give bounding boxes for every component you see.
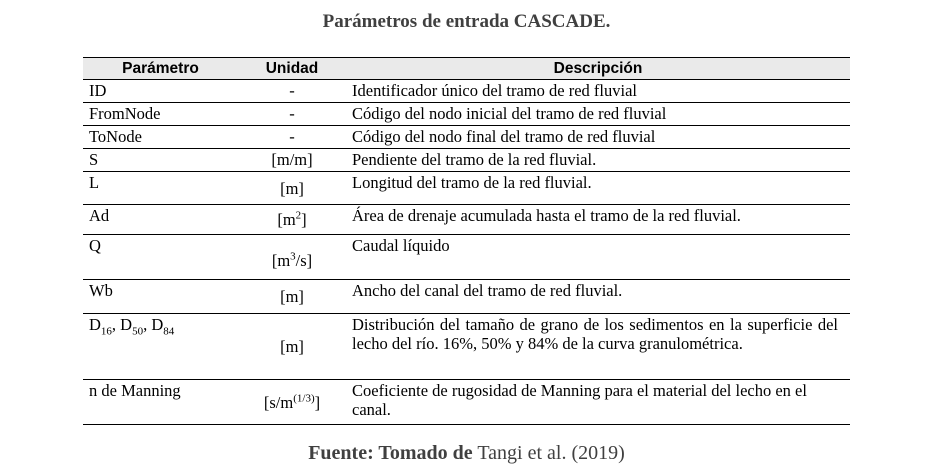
unit-cell: $[m^3/s]$ bbox=[238, 235, 346, 280]
desc-cell: Pendiente del tramo de la red fluvial. bbox=[346, 149, 850, 172]
param-cell: FromNode bbox=[83, 103, 238, 126]
unit-cell: [m/m] bbox=[238, 149, 346, 172]
table-header-row bbox=[83, 58, 850, 80]
table-title: Parámetros de entrada CASCADE. bbox=[322, 11, 611, 32]
table-row bbox=[83, 149, 850, 172]
table-row bbox=[83, 380, 850, 425]
table-source: Fuente: Tomado de Tangi et al. (2019) bbox=[308, 442, 625, 464]
table-row bbox=[83, 235, 850, 280]
desc-cell: Caudal líquido bbox=[346, 235, 850, 280]
unit-cell: [m] bbox=[238, 314, 346, 380]
header-unit: Unidad bbox=[238, 58, 346, 80]
desc-cell: Código del nodo inicial del tramo de red fluvial bbox=[346, 103, 850, 126]
parameters-table bbox=[83, 57, 850, 425]
unit-cell: - bbox=[238, 103, 346, 126]
unit-cell: $[m^2]$ bbox=[238, 205, 346, 235]
table-row bbox=[83, 280, 850, 314]
desc-cell: Distribución del tamaño de grano de los sedimentos en la superficie del lecho del río. 16%, 50% y 84% de la curva granulométrica. bbox=[346, 314, 850, 380]
unit-cell: [m] bbox=[238, 172, 346, 205]
table-row bbox=[83, 205, 850, 235]
param-cell: ToNode bbox=[83, 126, 238, 149]
desc-cell: Área de drenaje acumulada hasta el tramo de la red fluvial. bbox=[346, 205, 850, 235]
param-cell: n de Manning bbox=[83, 380, 238, 425]
unit-cell: $[s/m^{(1/3)}]$ bbox=[238, 380, 346, 425]
param-cell: Q bbox=[83, 235, 238, 280]
desc-cell: Código del nodo final del tramo de red fluvial bbox=[346, 126, 850, 149]
table-row bbox=[83, 80, 850, 103]
unit-cell: - bbox=[238, 80, 346, 103]
desc-cell: Longitud del tramo de la red fluvial. bbox=[346, 172, 850, 205]
unit-cell: [m] bbox=[238, 280, 346, 314]
param-cell: Wb bbox=[83, 280, 238, 314]
table-row bbox=[83, 172, 850, 205]
table-row bbox=[83, 314, 850, 380]
unit-cell: - bbox=[238, 126, 346, 149]
header-desc: Descripción bbox=[346, 58, 850, 80]
desc-cell: Ancho del canal del tramo de red fluvial. bbox=[346, 280, 850, 314]
param-cell: $D_{16}$, $D_{50}$, $D_{84}$ bbox=[83, 314, 238, 380]
param-cell: L bbox=[83, 172, 238, 205]
header-param: Parámetro bbox=[83, 58, 238, 80]
param-cell: ID bbox=[83, 80, 238, 103]
param-cell: Ad bbox=[83, 205, 238, 235]
table-row bbox=[83, 126, 850, 149]
table-row bbox=[83, 103, 850, 126]
param-cell: S bbox=[83, 149, 238, 172]
desc-cell: Identificador único del tramo de red fluvial bbox=[346, 80, 850, 103]
desc-cell: Coeficiente de rugosidad de Manning para el material del lecho en el canal. bbox=[346, 380, 850, 425]
